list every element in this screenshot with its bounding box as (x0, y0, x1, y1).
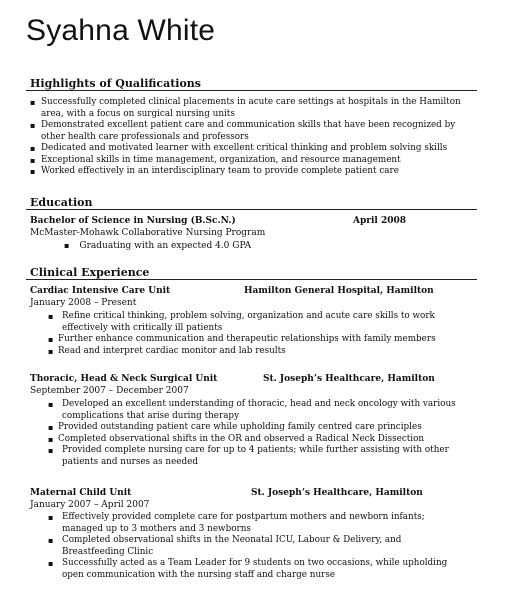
highlight-item: ▪ Successfully completed clinical placements in acute care settings at hospitals in the Hamilton area, with a focus on surgical nursing units (30, 97, 461, 119)
bullet-icon: ▪ (48, 312, 54, 321)
bullet-icon: ▪ (48, 434, 54, 444)
degree-date: April 2008 (353, 216, 407, 226)
bullet-icon: ▪ (48, 446, 54, 455)
job-duties-list (48, 311, 453, 357)
degree-name: Bachelor of Science in Nursing (B.Sc.N.) (30, 216, 236, 226)
job-duty-item: ▪ Provided complete nursing care for up to 4 patients; while further assisting with other patients and nurses as needed (48, 445, 449, 467)
bullet-icon: ▪ (48, 559, 54, 568)
job-duty-item: ▪ Refine critical thinking, problem solving, organization and acute care skills to work effectively with critically ill patients (48, 311, 435, 333)
job-dates: September 2007 – December 2007 (30, 386, 189, 396)
education-heading: Education (30, 196, 93, 209)
bullet-icon: ▪ (30, 98, 36, 107)
job-place: St. Joseph’s Healthcare, Hamilton (251, 488, 423, 498)
highlight-item: ▪ Demonstrated excellent patient care and communication skills that have been recognized by other health care professionals and professors (30, 120, 456, 142)
program-name: McMaster-Mohawk Collaborative Nursing Program (30, 228, 266, 238)
job-duty-item: ▪ Successfully acted as a Team Leader for 9 students on two occasions, while upholding open communication with the nursing staff and charge nurse (48, 558, 448, 580)
gpa-detail: ▪ Graduating with an expected 4.0 GPA (64, 241, 252, 251)
bullet-icon: ▪ (48, 346, 54, 356)
bullet-icon: ▪ (64, 241, 70, 250)
job-place: Hamilton General Hospital, Hamilton (244, 286, 434, 296)
job-duty-item: ▪ Read and interpret cardiac monitor and lab results (48, 345, 286, 356)
bullet-icon: ▪ (48, 423, 54, 432)
bullet-icon: ▪ (30, 121, 36, 130)
job-duty-item: ▪ Provided outstanding patient care while upholding family centred care principles (48, 422, 422, 432)
highlights-list (30, 97, 470, 178)
bullet-icon: ▪ (30, 155, 36, 165)
highlights-divider (26, 90, 477, 91)
job-duty-item: ▪ Completed observational shifts in the Neonatal ICU, Labour & Delivery, and Breastfeeding Clinic (48, 535, 402, 557)
highlight-item: ▪ Dedicated and motivated learner with excellent critical thinking and problem solving skills (30, 143, 448, 153)
job-unit: Maternal Child Unit (30, 488, 132, 498)
job-duties-list (48, 399, 463, 468)
job-duties-list (48, 512, 448, 581)
highlight-item: ▪ Exceptional skills in time management, organization, and resource management (30, 154, 401, 165)
bullet-icon: ▪ (30, 144, 36, 153)
clinical-heading: Clinical Experience (30, 266, 150, 279)
clinical-divider (26, 279, 477, 280)
highlight-item: ▪ Worked effectively in an interdisciplinary team to provide complete patient care (30, 166, 399, 176)
job-unit: Thoracic, Head & Neck Surgical Unit (30, 374, 218, 384)
job-duty-item: ▪ Developed an excellent understanding of thoracic, head and neck oncology with various complications that arise during therapy (48, 399, 456, 421)
job-dates: January 2007 – April 2007 (30, 500, 150, 510)
job-duty-item: ▪ Further enhance communication and therapeutic relationships with family members (48, 334, 436, 344)
job-unit: Cardiac Intensive Care Unit (30, 286, 171, 296)
bullet-icon: ▪ (30, 167, 36, 176)
highlights-heading: Highlights of Qualifications (30, 77, 201, 90)
job-dates: January 2008 – Present (30, 298, 137, 308)
job-duty-item: ▪ Completed observational shifts in the OR and observed a Radical Neck Dissection (48, 433, 425, 444)
bullet-icon: ▪ (48, 400, 54, 409)
bullet-icon: ▪ (48, 335, 54, 344)
job-place: St. Joseph’s Healthcare, Hamilton (263, 374, 435, 384)
education-divider (26, 209, 477, 210)
bullet-icon: ▪ (48, 513, 54, 522)
job-duty-item: ▪ Effectively provided complete care for postpartum mothers and newborn infants; managed up to 3 mothers and 3 newborns (48, 512, 425, 534)
bullet-icon: ▪ (48, 536, 54, 545)
applicant-name: Syahna White (26, 14, 216, 47)
